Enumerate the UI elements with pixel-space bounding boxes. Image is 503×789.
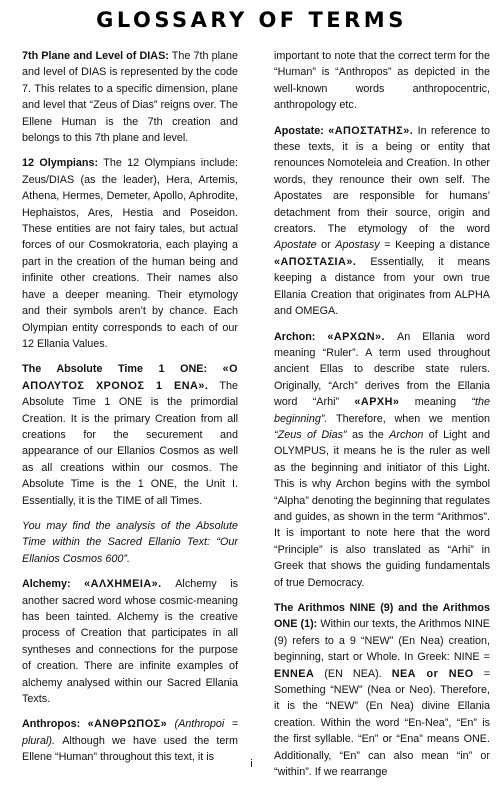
italic-zeus-of-dias: “Zeus of Dias”: [274, 428, 347, 441]
term-arithmos: The Arithmos NINE (9) and the Arithmos ONE (1):: [274, 602, 490, 631]
italic-the-beginning: “the beginning”.: [274, 396, 491, 425]
left-column: [22, 48, 238, 775]
page-title: GLOSSARY OF TERMS: [96, 8, 407, 32]
archaic-alchemy: «ΑΛΧΗΜΕΙΑ».: [84, 578, 162, 591]
glossary-entry-alchemy: [22, 576, 238, 707]
definition-archon-a: An Ellania word meaning “Ruler”. A term used throughout ancient Ellas to describe state rulers. Originally, “Arch” derives from the Ellania word “Arhi”: [274, 330, 491, 409]
glossary-entry-arithmos: [274, 600, 490, 780]
glossary-entry-apostate: [274, 123, 490, 320]
archaic-anthropos: «ΑΝΘΡΩΠΟΣ»: [87, 718, 168, 731]
definition-apostate-b: or: [321, 239, 331, 252]
definition-archon-c: Therefore, when we mention: [335, 412, 490, 425]
archaic-absolute-time: «Ο ΑΠΟΛΥΤΟΣ ΧΡΟΝΟΣ 1 ΕΝΑ».: [22, 363, 239, 392]
definition-apostate-d: Essentially, it means keeping a distance from your own true Ellania Creation that originates from ALPHA and OMEGA.: [274, 255, 491, 318]
archaic-archon: «ΑΡΧΩΝ».: [327, 330, 386, 343]
definition-anthropos: Although we have used the term Ellene “Human” throughout this text, it is: [22, 734, 238, 764]
definition-archon-b: meaning: [414, 396, 457, 409]
definition-12-olympians: The 12 Olympians include: Zeus/DIAS (as the leader), Hera, Artemis, Athena, Hermes, Demeter, Apollo, Aphrodite, Hephaistos, Ares, Hestia and Poseidon. These entities are not fairy tales, but actual forces of our Cosmokratoria, each playing a part in the creation of the human being and infinite other creations. Their names also have a deeper meaning. Their etymology and their symbols aren’t by chance. Each Olympian entity corresponds to each of our 12 Ellania Values.: [22, 157, 238, 350]
definition-alchemy: Alchemy is another sacred word whose cosmic-meaning has been tainted. Alchemy is the creative process of Creation that participates in all syntheses and connections for the purpose of creation. There are infinite examples of alchemy analysed within our Sacred Ellania Texts.: [22, 578, 238, 706]
archaic-apostate: «ΑΠΟΣΤΑΤΗΣ».: [328, 124, 414, 137]
glossary-entry-absolute-time: [22, 361, 238, 509]
term-apostate: Apostate:: [274, 124, 324, 137]
term-12-olympians: 12 Olympians:: [22, 157, 99, 170]
glossary-entry-12-olympians: [22, 155, 238, 352]
archaic-apostasia: «ΑΠΟΣΤΑΣΙΑ».: [274, 255, 357, 268]
italic-archon: Archon: [389, 428, 424, 441]
term-alchemy: Alchemy:: [22, 578, 71, 591]
page-number: i: [250, 758, 253, 770]
glossary-entry-archon: [274, 329, 490, 592]
definition-apostate-c: = Keeping a distance: [384, 239, 490, 252]
definition-apostate-a: In reference to these texts, it is a being or entity that renounces Nomoteleia and Creation. In other words, they renounce their own self. The Apostates are responsible for humans’ detachment from their source, origin and creators. The etymology of the word: [274, 124, 491, 236]
definition-arithmos-c: = Something “NEW” (Nea or Neo). Therefore, it is the “NEW” (En Nea) divine Ellania creation. Within the word “En-Nea”, “En” is the first syllable. “En” or “Ena” means ONE. Additionally, “En” can also mean “in” or “within”. If we rearrange: [274, 667, 490, 779]
term-archon: Archon:: [274, 330, 316, 343]
plural-anthropos: (Anthropoi = plural).: [22, 718, 239, 747]
right-column: [274, 48, 490, 789]
italic-apostate: Apostate: [274, 239, 317, 252]
definition-absolute-time: The Absolute Time 1 ONE is the primordial Creation. It is the primary Creation from all creations for the securement and appearance of our Ellanios Cosmos as well as all creations within our cosmos. The Absolute Time is the 1 ONE, the Unit I. Essentially, it is the TIME of all Times.: [22, 379, 239, 507]
definition-7th-plane: The 7th plane and level of DIAS is represented by the code 7. This relates to a specific dimension, plane and level that “Zeus of Dias” reigns over. The Ellene Human is the 7th creation and belongs to this 7th plane and level.: [22, 50, 239, 145]
note-absolute-time: You may find the analysis of the Absolute Time within the Sacred Ellanio Text: “Our Ellanios Cosmos 600”.: [22, 519, 238, 565]
term-anthropos: Anthropos:: [22, 718, 81, 731]
archaic-nea-neo: ΝΕΑ or ΝΕΟ: [391, 667, 474, 680]
term-absolute-time: The Absolute Time 1 ONE:: [22, 363, 208, 376]
archaic-arhi: «ΑΡΧΗ»: [354, 396, 400, 409]
italic-apostasy: Apostasy: [335, 239, 380, 252]
archaic-ennea: ΕΝΝΕΑ: [274, 667, 315, 680]
glossary-entry-7th-plane: [22, 48, 238, 146]
definition-archon-e: of Light and OLYMPUS, it means he is the ruler as well as the beginning and initiator of this Light. This is why Archon begins with the symbol “Alpha” denoting the beginning that regulates and guides, as shown in the term “Arithmos”. It is important to note here that the word “Principle” is also translated as “Arhi” in Greek that shows the guiding fundamentals of true Democracy.: [274, 428, 490, 589]
continuation-anthropos: important to note that the correct term for the “Human” is “Anthropos” as depicted in the well-known words anthropocentric, anthropology etc.: [274, 50, 490, 112]
definition-arithmos-b: (EN NEA).: [324, 667, 382, 680]
definition-archon-d: as the: [351, 428, 384, 441]
term-7th-plane: 7th Plane and Level of DIAS:: [22, 50, 169, 62]
definition-arithmos-a: Within our texts, the Arithmos NINE (9) refers to a 9 “NEW” (En Nea) creation, beginning, start or Whole. In Greek: NINE =: [274, 618, 490, 664]
